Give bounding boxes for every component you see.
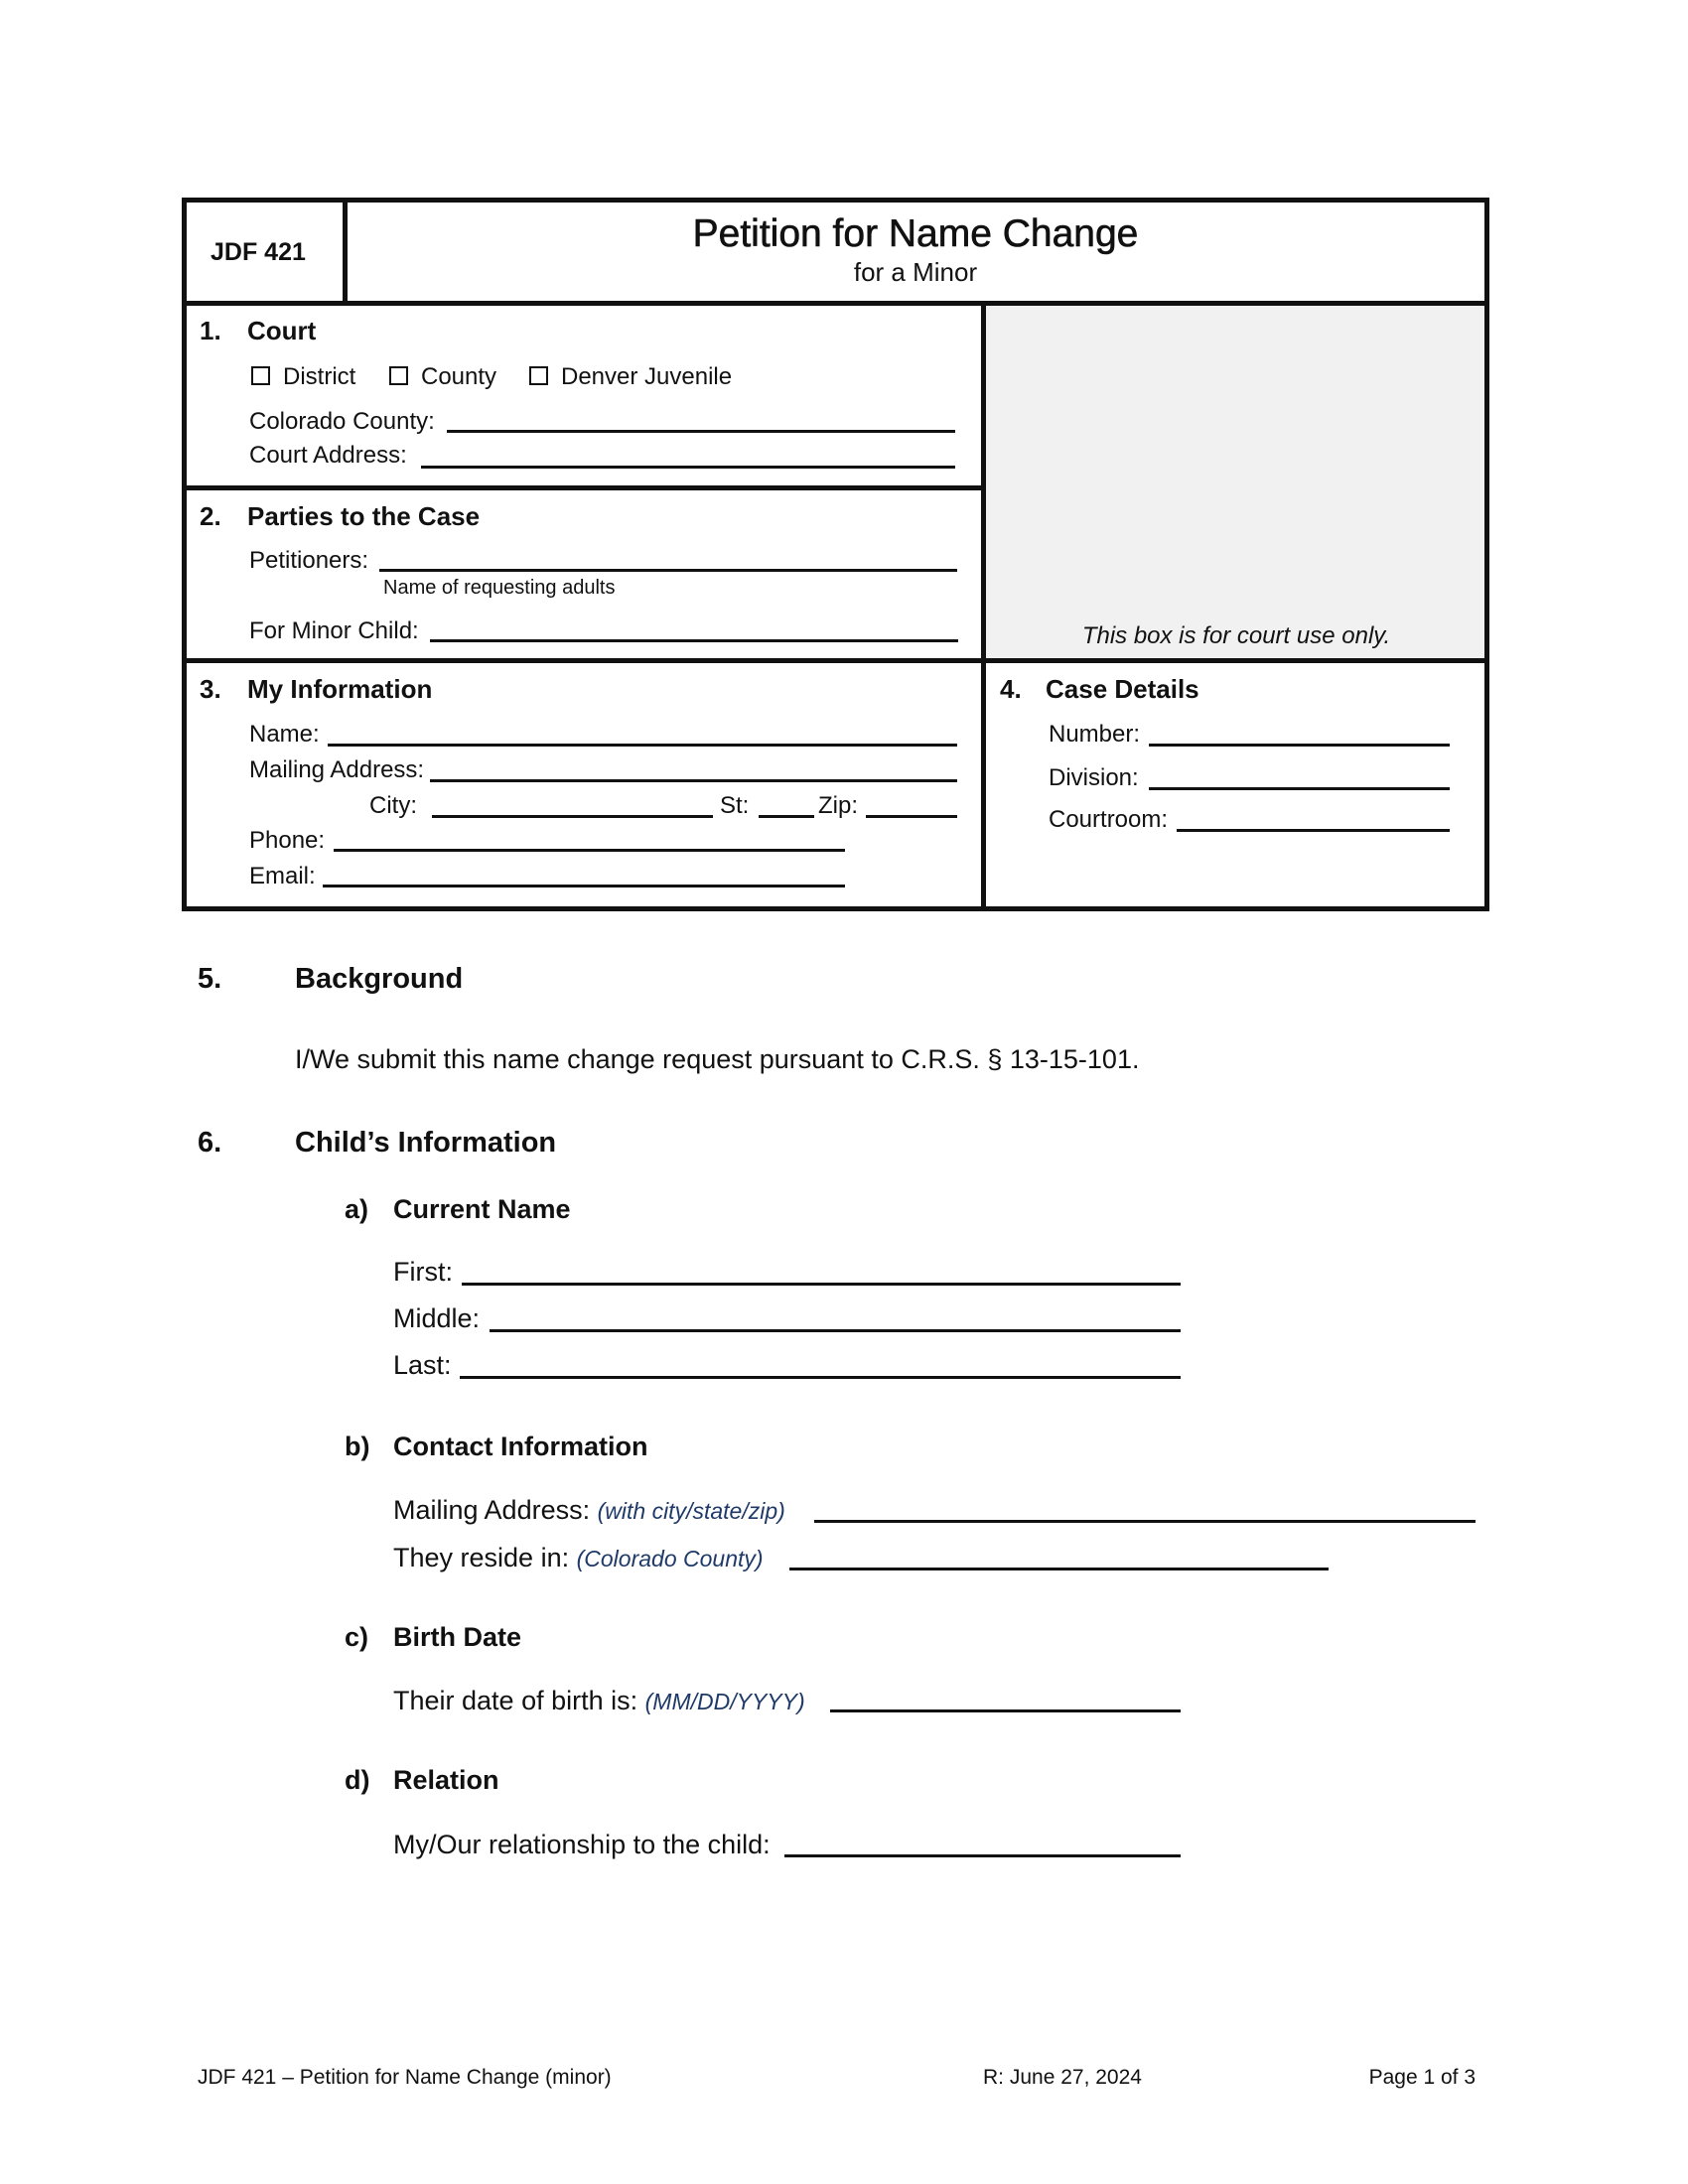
checkbox-denver-juvenile[interactable]: [529, 366, 548, 385]
field-label: Courtroom:: [1049, 806, 1169, 833]
section-title: Case Details: [1046, 674, 1199, 704]
label: Mailing Address:: [393, 1495, 591, 1525]
form-id: JDF 421: [211, 238, 306, 266]
relationship-field[interactable]: [784, 1854, 1181, 1857]
field-label: Name:: [249, 721, 320, 748]
colorado-county-field[interactable]: [447, 430, 955, 433]
first-name-field[interactable]: [462, 1283, 1181, 1286]
subsection-title: Relation: [393, 1765, 499, 1795]
divider: [182, 485, 983, 490]
birth-date-field[interactable]: [830, 1709, 1181, 1712]
subsection-title: Contact Information: [393, 1432, 648, 1461]
footer-page-number: Page 1 of 3: [1368, 2066, 1476, 2089]
field-label: Mailing Address:: [249, 756, 425, 783]
field-label: Middle:: [393, 1303, 481, 1333]
subsection-title: Current Name: [393, 1194, 571, 1224]
section-number: 4.: [1000, 674, 1022, 704]
field-label: My/Our relationship to the child:: [393, 1830, 771, 1859]
label: They reside in:: [393, 1543, 570, 1572]
section-number: 2.: [200, 501, 221, 531]
section-title: Child’s Information: [295, 1127, 557, 1159]
section-number: 1.: [200, 316, 221, 345]
section-number: 3.: [200, 674, 221, 704]
field-label: Email:: [249, 863, 316, 889]
name-field[interactable]: [328, 744, 957, 747]
section-title: Background: [295, 963, 464, 995]
divider: [182, 301, 1489, 306]
subsection-letter: b): [345, 1432, 370, 1461]
mailing-address-field[interactable]: [430, 779, 957, 782]
email-field[interactable]: [323, 885, 845, 887]
phone-field[interactable]: [334, 849, 845, 852]
checkbox-district[interactable]: [251, 366, 270, 385]
divider: [182, 658, 1489, 663]
label: Their date of birth is:: [393, 1686, 638, 1715]
case-number-field[interactable]: [1149, 744, 1450, 747]
field-label: For Minor Child:: [249, 617, 419, 644]
section-title: Court: [247, 316, 317, 345]
checkbox-county[interactable]: [389, 366, 408, 385]
minor-child-field[interactable]: [430, 639, 958, 642]
subsection-title: Birth Date: [393, 1622, 522, 1652]
court-address-field[interactable]: [421, 466, 955, 469]
page-title: Petition for Name Change: [692, 212, 1139, 255]
reside-county-field[interactable]: [789, 1568, 1329, 1570]
child-mailing-address-field[interactable]: [814, 1520, 1476, 1523]
section-title: My Information: [247, 674, 433, 704]
field-label: [393, 1497, 785, 1524]
field-label: Last:: [393, 1350, 452, 1380]
footer-revision-date: R: June 27, 2024: [983, 2066, 1142, 2089]
page-subtitle: for a Minor: [853, 257, 978, 287]
field-label: Division:: [1049, 764, 1139, 791]
subsection-letter: a): [345, 1194, 369, 1224]
hint: (with city/state/zip): [597, 1498, 785, 1524]
option-label: Denver Juvenile: [561, 363, 733, 390]
subsection-letter: d): [345, 1765, 370, 1795]
petitioners-field[interactable]: [379, 569, 957, 572]
background-text: I/We submit this name change request pursuant to C.R.S. § 13-15-101.: [295, 1044, 1140, 1074]
section-number: 5.: [198, 963, 222, 995]
option-label: District: [283, 363, 356, 390]
field-label: [393, 1545, 764, 1571]
field-label: Court Address:: [249, 442, 407, 469]
section-title: Parties to the Case: [247, 501, 481, 531]
court-use-note: This box is for court use only.: [1081, 622, 1391, 649]
middle-name-field[interactable]: [490, 1329, 1181, 1332]
field-label: Petitioners:: [249, 547, 369, 574]
field-hint: Name of requesting adults: [383, 577, 616, 599]
city-field[interactable]: [432, 815, 713, 818]
option-label: County: [421, 363, 497, 390]
courtroom-field[interactable]: [1177, 829, 1450, 832]
field-label: Number:: [1049, 721, 1141, 748]
subsection-letter: c): [345, 1622, 369, 1652]
last-name-field[interactable]: [460, 1376, 1181, 1379]
field-label: Phone:: [249, 827, 326, 854]
section-number: 6.: [198, 1127, 222, 1159]
divider: [981, 301, 986, 911]
division-field[interactable]: [1149, 787, 1450, 790]
footer-form-title: JDF 421 – Petition for Name Change (minor): [198, 2066, 612, 2089]
state-field[interactable]: [759, 815, 814, 818]
hint: (Colorado County): [576, 1546, 764, 1571]
field-label: First:: [393, 1257, 453, 1287]
field-label: Colorado County:: [249, 408, 435, 435]
field-label: Zip:: [818, 792, 859, 819]
field-label: St:: [720, 792, 750, 819]
field-label: [393, 1688, 805, 1714]
hint: (MM/DD/YYYY): [644, 1689, 805, 1714]
zip-field[interactable]: [866, 815, 957, 818]
field-label: City:: [369, 792, 417, 819]
